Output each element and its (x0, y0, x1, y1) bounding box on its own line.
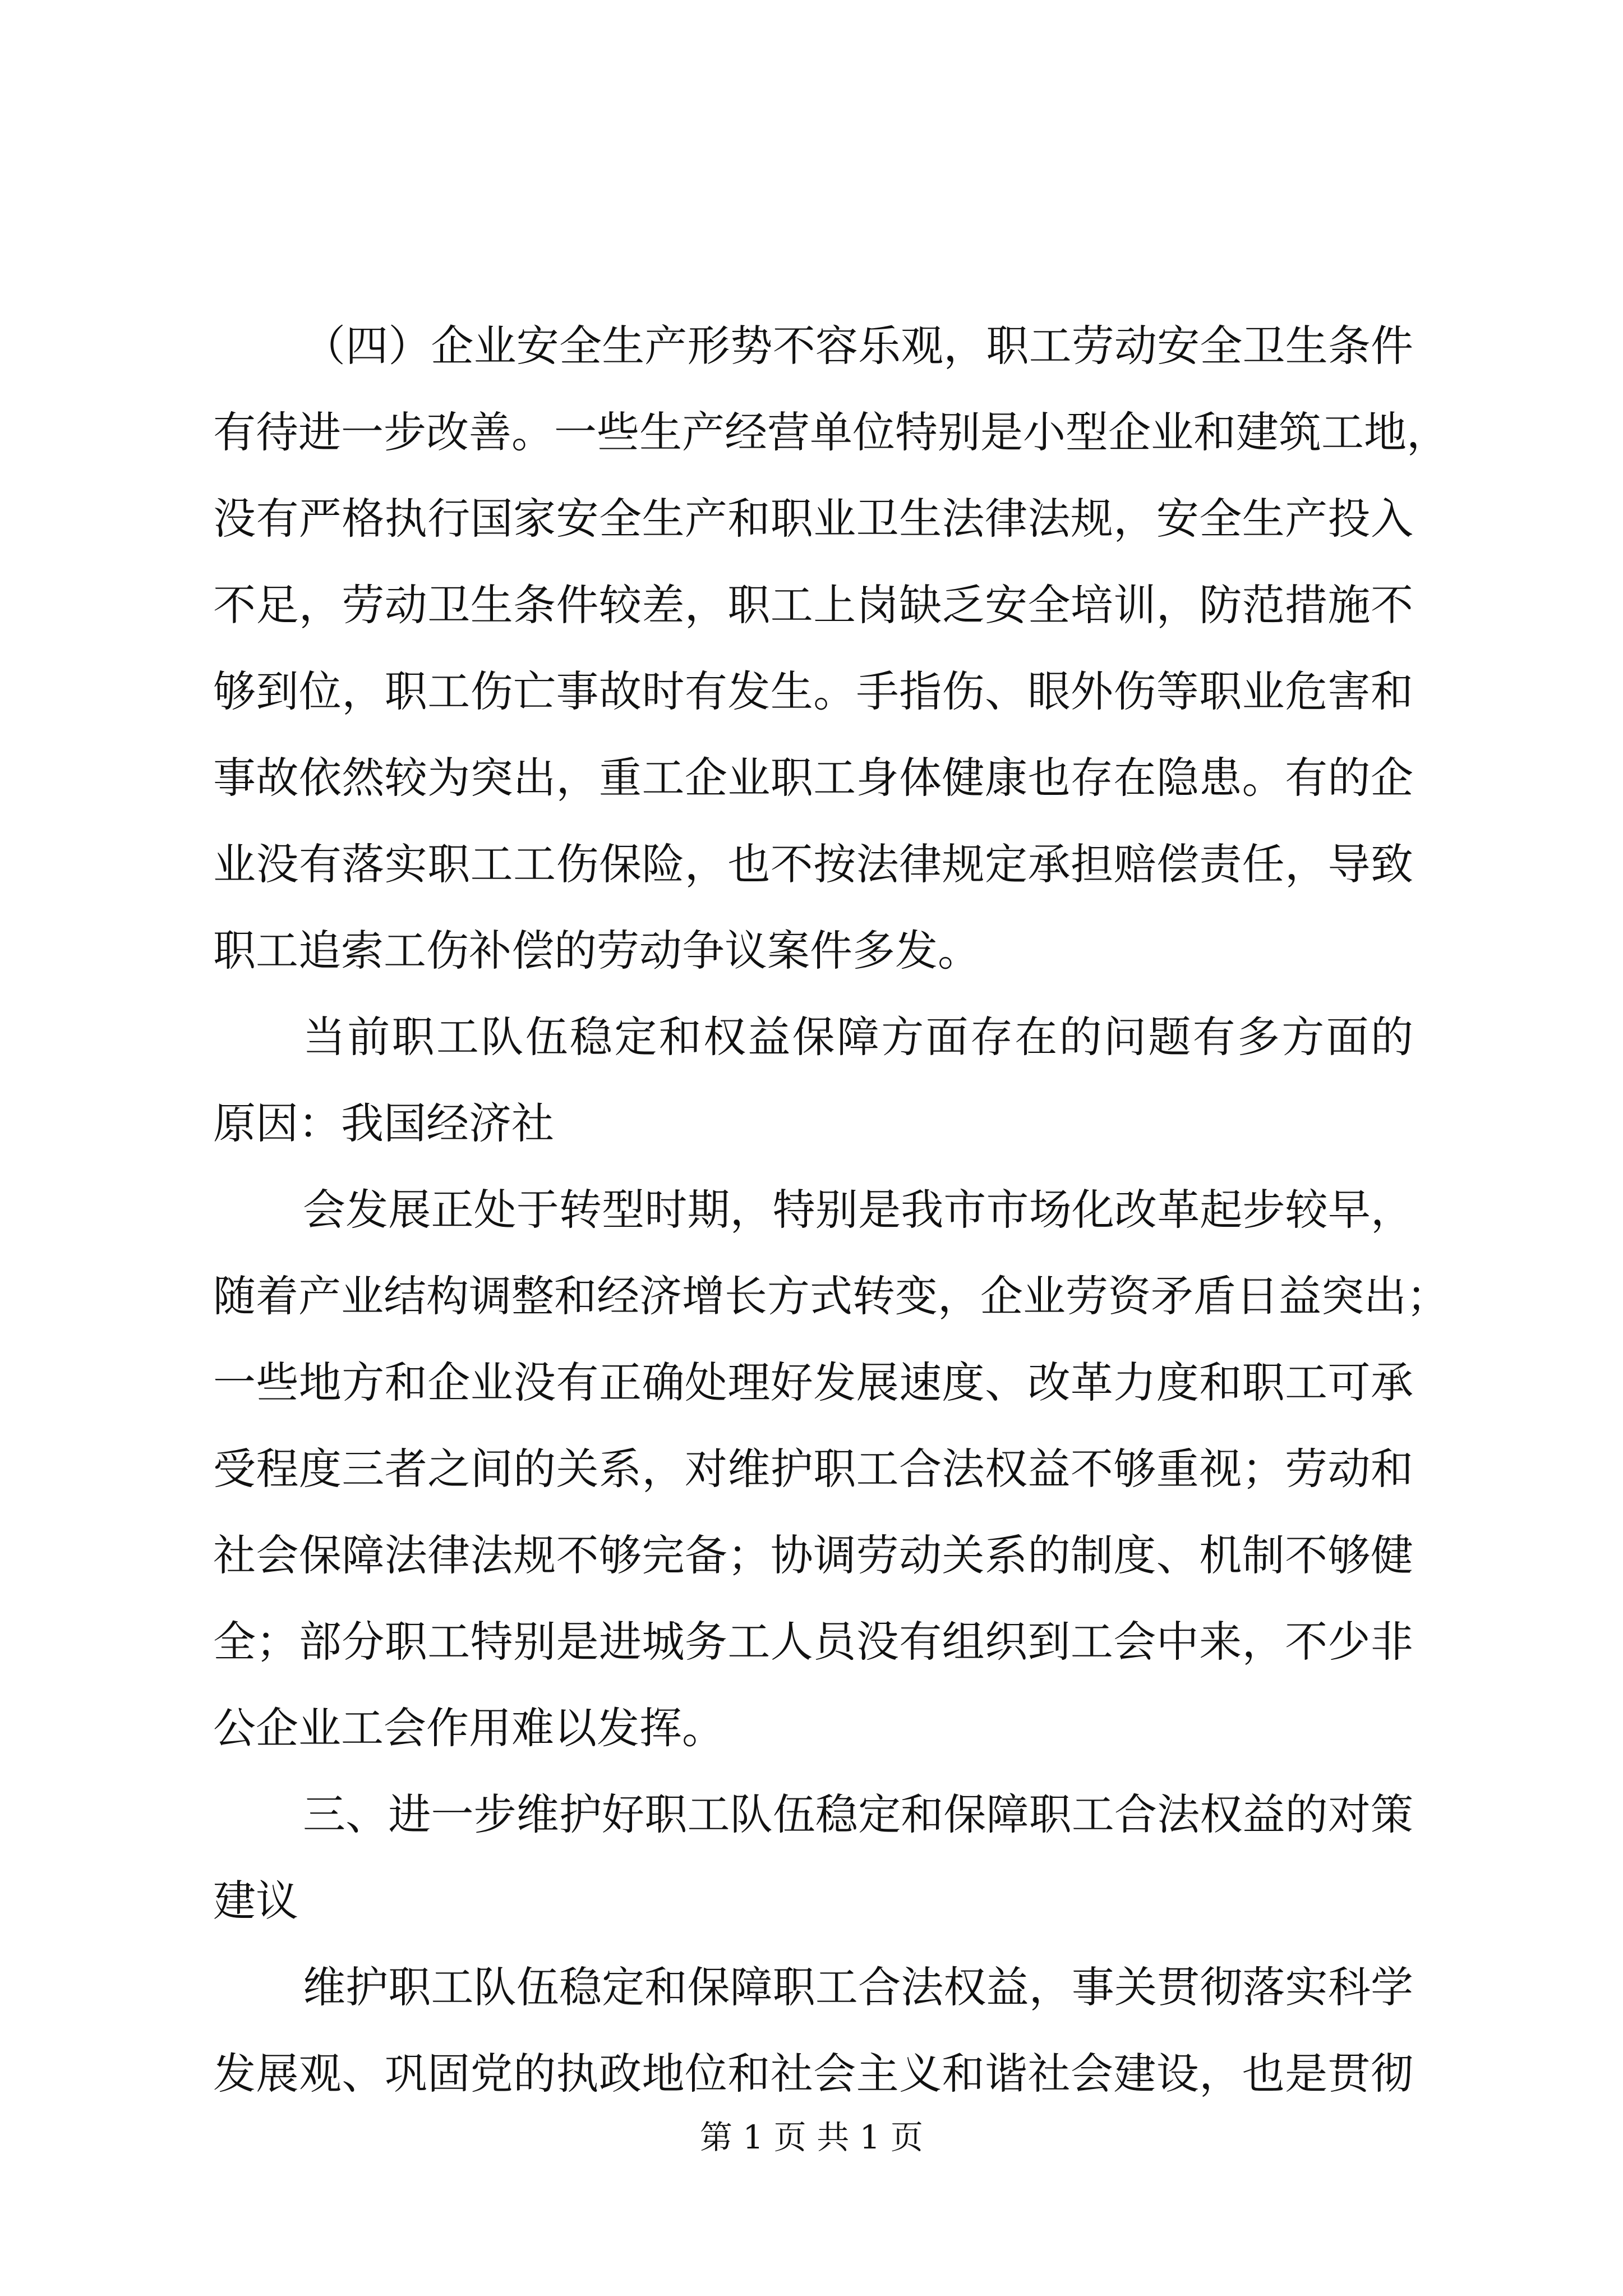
text-line: （四）企业安全生产形势不容乐观，职工劳动安全卫生条件 (303, 321, 1413, 371)
text-line: 当前职工队伍稳定和权益保障方面存在的问题有多方面的 (303, 1012, 1413, 1062)
text-line: 受程度三者之间的关系，对维护职工合法权益不够重视；劳动和 (213, 1444, 1413, 1494)
text-line: 社会保障法律法规不够完备；协调劳动关系的制度、机制不够健 (213, 1530, 1413, 1580)
page-number-label: 第 1 页 共 1 页 (700, 2118, 923, 2156)
text-line: 有待进一步改善。一些生产经营单位特别是小型企业和建筑工地， (213, 407, 1449, 457)
text-line: 三、进一步维护好职工队伍稳定和保障职工合法权益的对策 (303, 1789, 1413, 1839)
document-body (213, 303, 1449, 2117)
text-line: 原因：我国经济社 (213, 1098, 554, 1148)
text-line: 会发展正处于转型时期，特别是我市市场化改革起步较早， (303, 1185, 1413, 1235)
paragraph-causes-detail (213, 1167, 1449, 1772)
text-line: 事故依然较为突出，重工企业职工身体健康也存在隐患。有的企 (213, 753, 1413, 803)
text-line: 公企业工会作用难以发挥。 (213, 1703, 725, 1753)
text-line: 全；部分职工特别是进城务工人员没有组织到工会中来，不少非 (213, 1617, 1413, 1667)
text-line: 发展观、巩固党的执政地位和社会主义和谐社会建设，也是贯彻 (213, 2049, 1413, 2099)
text-line: 随着产业结构调整和经济增长方式转变，企业劳资矛盾日益突出； (213, 1271, 1449, 1321)
text-line: 一些地方和企业没有正确处理好发展速度、改革力度和职工可承 (213, 1358, 1413, 1407)
text-line: 建议 (213, 1876, 298, 1926)
paragraph-causes-intro (213, 994, 1413, 1167)
text-line: 维护职工队伍稳定和保障职工合法权益，事关贯彻落实科学 (303, 1962, 1413, 2012)
page-footer (0, 2118, 1623, 2157)
text-line: 职工追索工伤补偿的劳动争议案件多发。 (213, 926, 980, 976)
paragraph-section-4 (213, 303, 1449, 994)
text-line: 不足，劳动卫生条件较差，职工上岗缺乏安全培训，防范措施不 (213, 580, 1413, 630)
text-line: 业没有落实职工工伤保险，也不按法律规定承担赔偿责任，导致 (213, 839, 1413, 889)
text-line: 够到位，职工伤亡事故时有发生。手指伤、眼外伤等职业危害和 (213, 666, 1413, 716)
section-heading-3 (213, 1772, 1413, 1944)
paragraph-significance (213, 1944, 1413, 2117)
text-line: 没有严格执行国家安全生产和职业卫生法律法规，安全生产投入 (213, 494, 1413, 544)
